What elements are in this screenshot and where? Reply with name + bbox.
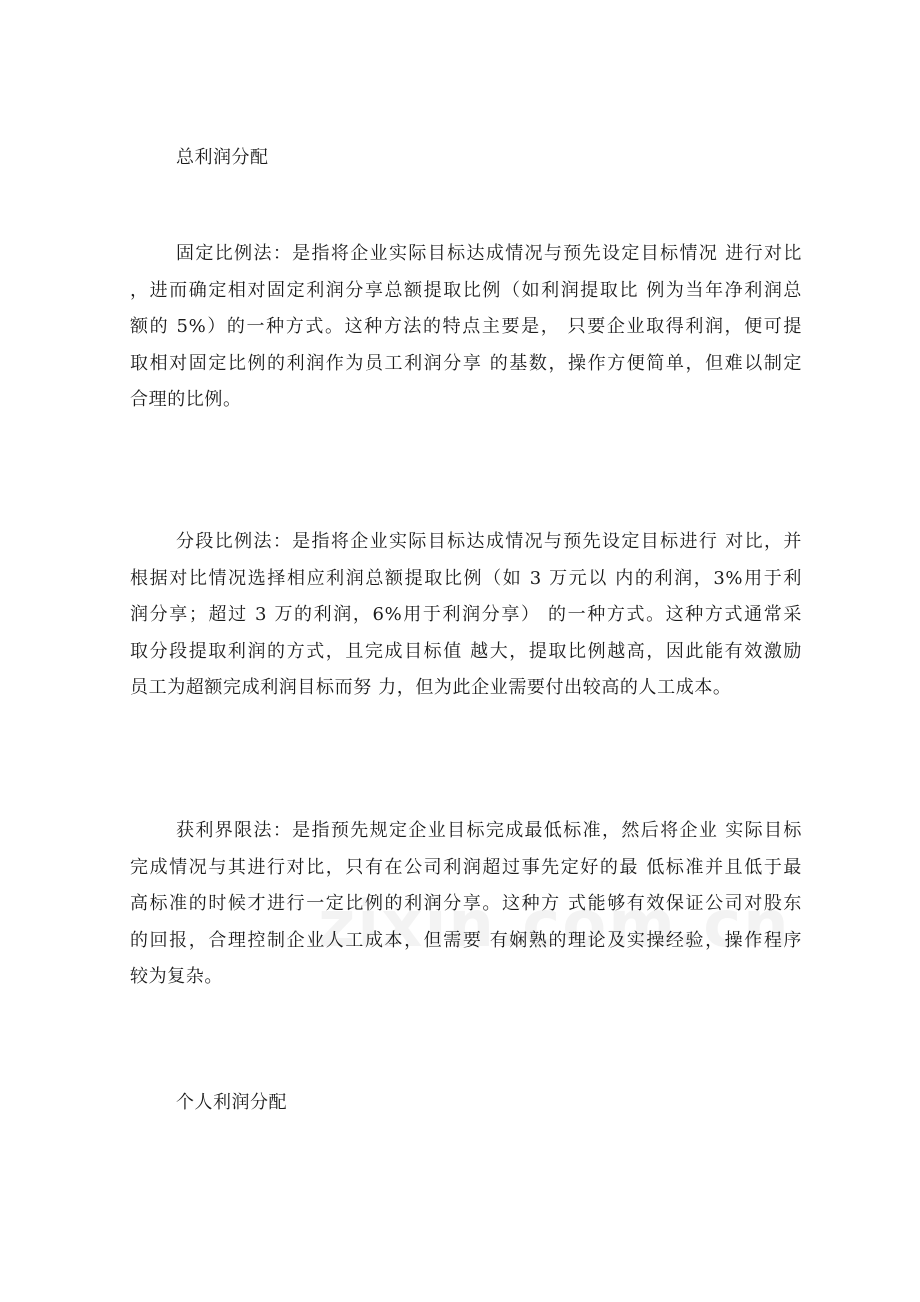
paragraph-profit-limit [130,813,802,996]
paragraph-line: 润分享；超过 3 万的利润，6%用于利润分享） 的一种方式。这种方式通常采 [130,604,802,626]
paragraph-line: 额的 5%）的一种方式。这种方法的特点主要是， 只要企业取得利润，便可提 [130,316,802,338]
paragraph-segmented-ratio [130,524,802,707]
paragraph-line: 取相对固定比例的利润作为员工利润分享 的基数，操作方便简单，但难以制定 [130,352,802,374]
section-heading-total-profit: 总利润分配 [176,147,269,168]
paragraph-line: 分段比例法：是指将企业实际目标达成情况与预先设定目标进行 对比，并 [176,531,802,552]
paragraph-fixed-ratio [130,236,802,419]
paragraph-line: 高标准的时候才进行一定比例的利润分享。这种方 式能够有效保证公司对股东 [130,893,802,915]
paragraph-line: 较为复杂。 [130,966,223,988]
paragraph-line: 员工为超额完成利润目标而努 力，但为此企业需要付出较高的人工成本。 [130,677,732,699]
paragraph-line: ，进而确定相对固定利润分享总额提取比例（如利润提取比 例为当年净利润总 [130,279,802,301]
paragraph-line: 完成情况与其进行对比，只有在公司利润超过事先定好的最 低标准并且低于最 [130,856,802,878]
paragraph-line: 根据对比情况选择相应利润总额提取比例（如 3 万元以 内的利润，3%用于利 [130,567,802,589]
paragraph-line: 的回报，合理控制企业人工成本，但需要 有娴熟的理论及实操经验，操作程序 [130,929,802,951]
paragraph-line: 获利界限法：是指预先规定企业目标完成最低标准，然后将企业 实际目标 [176,820,802,841]
paragraph-line: 固定比例法：是指将企业实际目标达成情况与预先设定目标情况 进行对比 [176,243,802,264]
paragraph-line: 取分段提取利润的方式，且完成目标值 越大，提取比例越高，因此能有效激励 [130,640,802,662]
section-heading-individual-profit: 个人利润分配 [176,1092,287,1113]
paragraph-line: 合理的比例。 [130,389,242,411]
